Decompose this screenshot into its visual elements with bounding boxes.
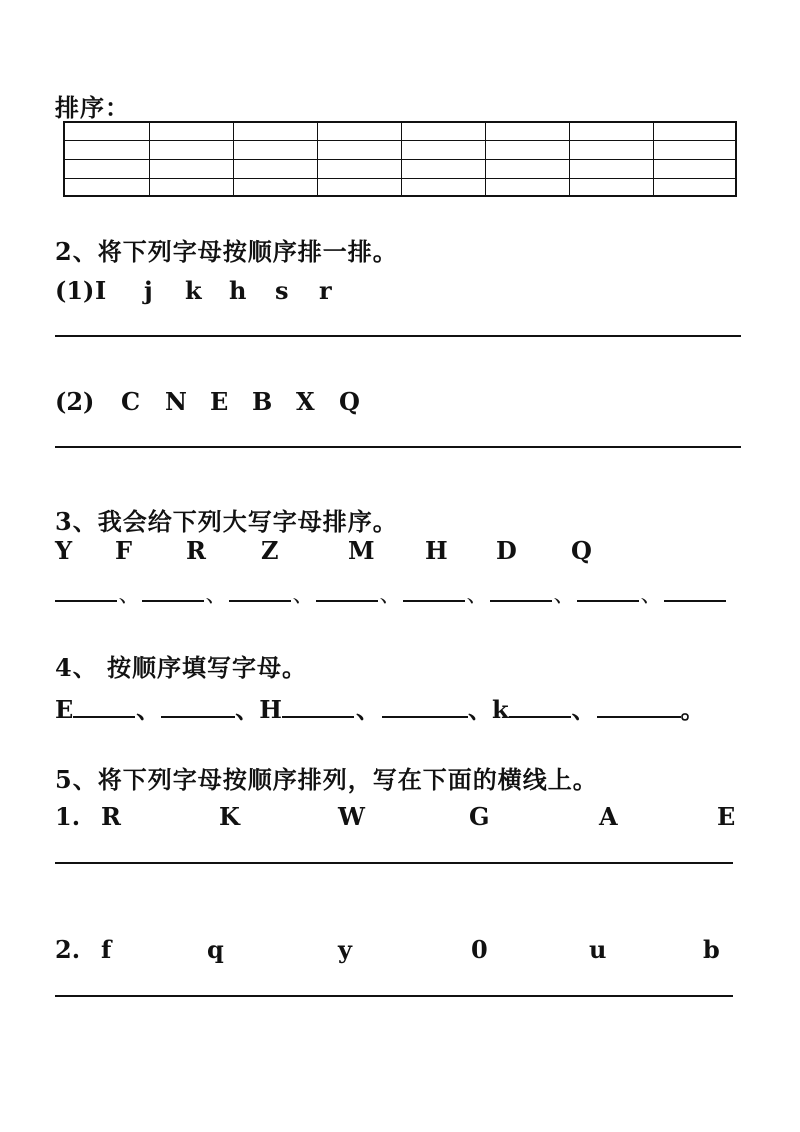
- q5-part1-letter: R: [101, 802, 121, 831]
- sort-grid[interactable]: [63, 121, 737, 197]
- grid-col-line: [569, 123, 570, 195]
- separator: 、: [136, 695, 161, 724]
- q5-title: 5、将下列字母按顺序排列，写在下面的横线上。: [55, 765, 598, 794]
- q5-part2-prefix: 2.: [55, 935, 81, 964]
- q5-part2-row: [55, 935, 745, 965]
- q5-part1-row: [55, 802, 745, 832]
- q5-part1-letter: A: [599, 802, 618, 831]
- answer-blank[interactable]: [664, 580, 726, 602]
- answer-blank[interactable]: [597, 696, 681, 718]
- q3-letter: D: [496, 536, 517, 565]
- answer-line[interactable]: [55, 446, 741, 448]
- q2-part2-letter: N: [165, 387, 187, 416]
- q2-part1-letter: s: [275, 276, 289, 305]
- answer-blank[interactable]: [282, 696, 354, 718]
- q3-answer-row: [55, 578, 726, 609]
- answer-blank[interactable]: [316, 580, 378, 602]
- q2-part2-letter: X: [296, 387, 315, 416]
- q5-part1-letter: E: [717, 802, 736, 831]
- q2-part1-prefix: (1): [55, 276, 95, 305]
- sort-label: 排序：: [55, 93, 130, 122]
- q2-part1-letter: I: [95, 276, 107, 305]
- answer-blank[interactable]: [403, 580, 465, 602]
- q5-part1-prefix: 1.: [55, 802, 81, 831]
- q2-part2-row: [55, 387, 375, 417]
- answer-blank[interactable]: [229, 580, 291, 602]
- answer-line[interactable]: [55, 862, 733, 864]
- answer-blank[interactable]: [490, 580, 552, 602]
- separator: 、: [571, 695, 596, 724]
- q4-given-letter: H: [259, 695, 282, 724]
- q2-part1-letter: h: [229, 276, 247, 305]
- q3-letter: Y: [55, 536, 73, 565]
- answer-blank[interactable]: [55, 580, 117, 602]
- separator: 、: [355, 695, 380, 724]
- q2-title: 2、将下列字母按顺序排一排。: [55, 237, 398, 266]
- q5-part2-letter: y: [338, 935, 352, 964]
- separator: 、: [466, 583, 489, 608]
- q5-part2-letter: f: [101, 935, 112, 964]
- q3-letter: R: [186, 536, 206, 565]
- answer-line[interactable]: [55, 995, 733, 997]
- answer-line[interactable]: [55, 335, 741, 337]
- separator: 、: [467, 695, 492, 724]
- q5-part1-letter: G: [469, 802, 490, 831]
- grid-row-line: [65, 178, 735, 179]
- q2-part2-letter: C: [121, 387, 141, 416]
- q5-part1-letter: K: [219, 802, 240, 831]
- q5-part2-letter: q: [207, 935, 224, 964]
- answer-blank[interactable]: [577, 580, 639, 602]
- separator: 、: [235, 695, 260, 724]
- grid-row-line: [65, 159, 735, 160]
- q3-letter: M: [348, 536, 375, 565]
- answer-blank[interactable]: [142, 580, 204, 602]
- q3-letter: Z: [261, 536, 279, 565]
- q2-part1-letter: k: [185, 276, 202, 305]
- q4-answer-row: [55, 690, 705, 725]
- grid-col-line: [149, 123, 150, 195]
- q2-part2-prefix: (2): [55, 387, 95, 416]
- q4-title: 4、 按顺序填写字母。: [55, 653, 308, 682]
- q4-given-letter: E: [55, 695, 74, 724]
- q5-part1-letter: W: [338, 802, 365, 831]
- q3-title: 3、我会给下列大写字母排序。: [55, 507, 398, 536]
- q5-part2-letter: b: [703, 935, 720, 964]
- answer-blank[interactable]: [161, 696, 235, 718]
- separator: 、: [553, 583, 576, 608]
- q5-part2-letter: 0: [471, 935, 488, 964]
- separator: 、: [379, 583, 402, 608]
- q2-part2-letter: B: [252, 387, 273, 416]
- q5-part2-letter: u: [589, 935, 607, 964]
- separator: 、: [205, 583, 228, 608]
- q3-letter: F: [115, 536, 133, 565]
- answer-blank[interactable]: [382, 696, 468, 718]
- q2-part2-letter: E: [210, 387, 229, 416]
- grid-col-line: [317, 123, 318, 195]
- q3-letters-row: [55, 536, 615, 566]
- grid-col-line: [233, 123, 234, 195]
- q3-letter: H: [425, 536, 448, 565]
- grid-col-line: [653, 123, 654, 195]
- q2-part2-letter: Q: [339, 387, 360, 416]
- q3-letter: Q: [571, 536, 592, 565]
- q2-part1-row: [55, 276, 375, 306]
- answer-blank[interactable]: [509, 696, 571, 718]
- answer-blank[interactable]: [73, 696, 135, 718]
- q2-part1-letter: r: [319, 276, 332, 305]
- separator: 、: [292, 583, 315, 608]
- separator: 、: [118, 583, 141, 608]
- end-mark: 。: [680, 695, 705, 724]
- separator: 、: [640, 583, 663, 608]
- grid-col-line: [401, 123, 402, 195]
- grid-row-line: [65, 140, 735, 141]
- q2-part1-letter: j: [144, 276, 153, 305]
- q4-given-letter: k: [491, 695, 509, 724]
- grid-col-line: [485, 123, 486, 195]
